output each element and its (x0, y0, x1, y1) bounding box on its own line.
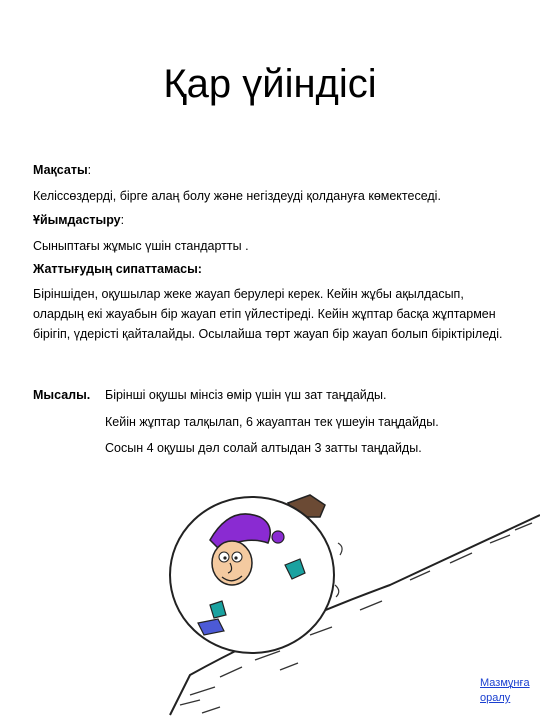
motion-line-1 (338, 543, 342, 555)
description-heading: Жаттығудың сипаттамасы: (33, 262, 202, 276)
goal-heading: Мақсаты (33, 163, 88, 177)
goal-heading-line (33, 160, 91, 180)
back-to-contents-link[interactable] (480, 676, 540, 706)
org-heading: Ұйымдастыру (33, 213, 121, 227)
face-shape (212, 541, 252, 585)
description-text: Біріншіден, оқушылар жеке жауап берулері керек. Кейін жұбы ақылдасып, олардың екі жауабын бір жауап етіп үйлестіреді. Кейін жұптар басқа жұптармен бірігіп, үдерісті қайталайды. Осылайша төрт жауап бір жауап болып біріктіріледі. (33, 287, 503, 341)
link-line-1[interactable]: Мазмұнға (480, 677, 530, 689)
hat-pompom (272, 531, 284, 543)
example-line-2: Кейін жұптар талқылап, 6 жауаптан тек үшеуін таңдайды. (105, 415, 439, 429)
link-line-2[interactable]: оралу (480, 692, 511, 704)
example-line-3: Сосын 4 оқушы дәл солай алтыдан 3 затты таңдайды. (105, 441, 422, 455)
example-line-1: Бірінші оқушы мінсіз өмір үшін үш зат таңдайды. (105, 388, 387, 402)
page-title: Қар үйіндісі (163, 62, 377, 106)
org-heading-line (33, 210, 124, 230)
right-pupil (234, 556, 237, 559)
goal-text: Келіссөздерді, бірге алаң болу және негіздеуді қолдануға көмектеседі. (33, 189, 441, 203)
left-pupil (223, 556, 226, 559)
example-label: Мысалы. (33, 388, 91, 402)
org-colon: : (120, 213, 125, 227)
org-text: Сыныптағы жұмыс үшін стандартты . (33, 239, 249, 253)
motion-line-2 (335, 585, 339, 597)
goal-colon: : (87, 163, 92, 177)
